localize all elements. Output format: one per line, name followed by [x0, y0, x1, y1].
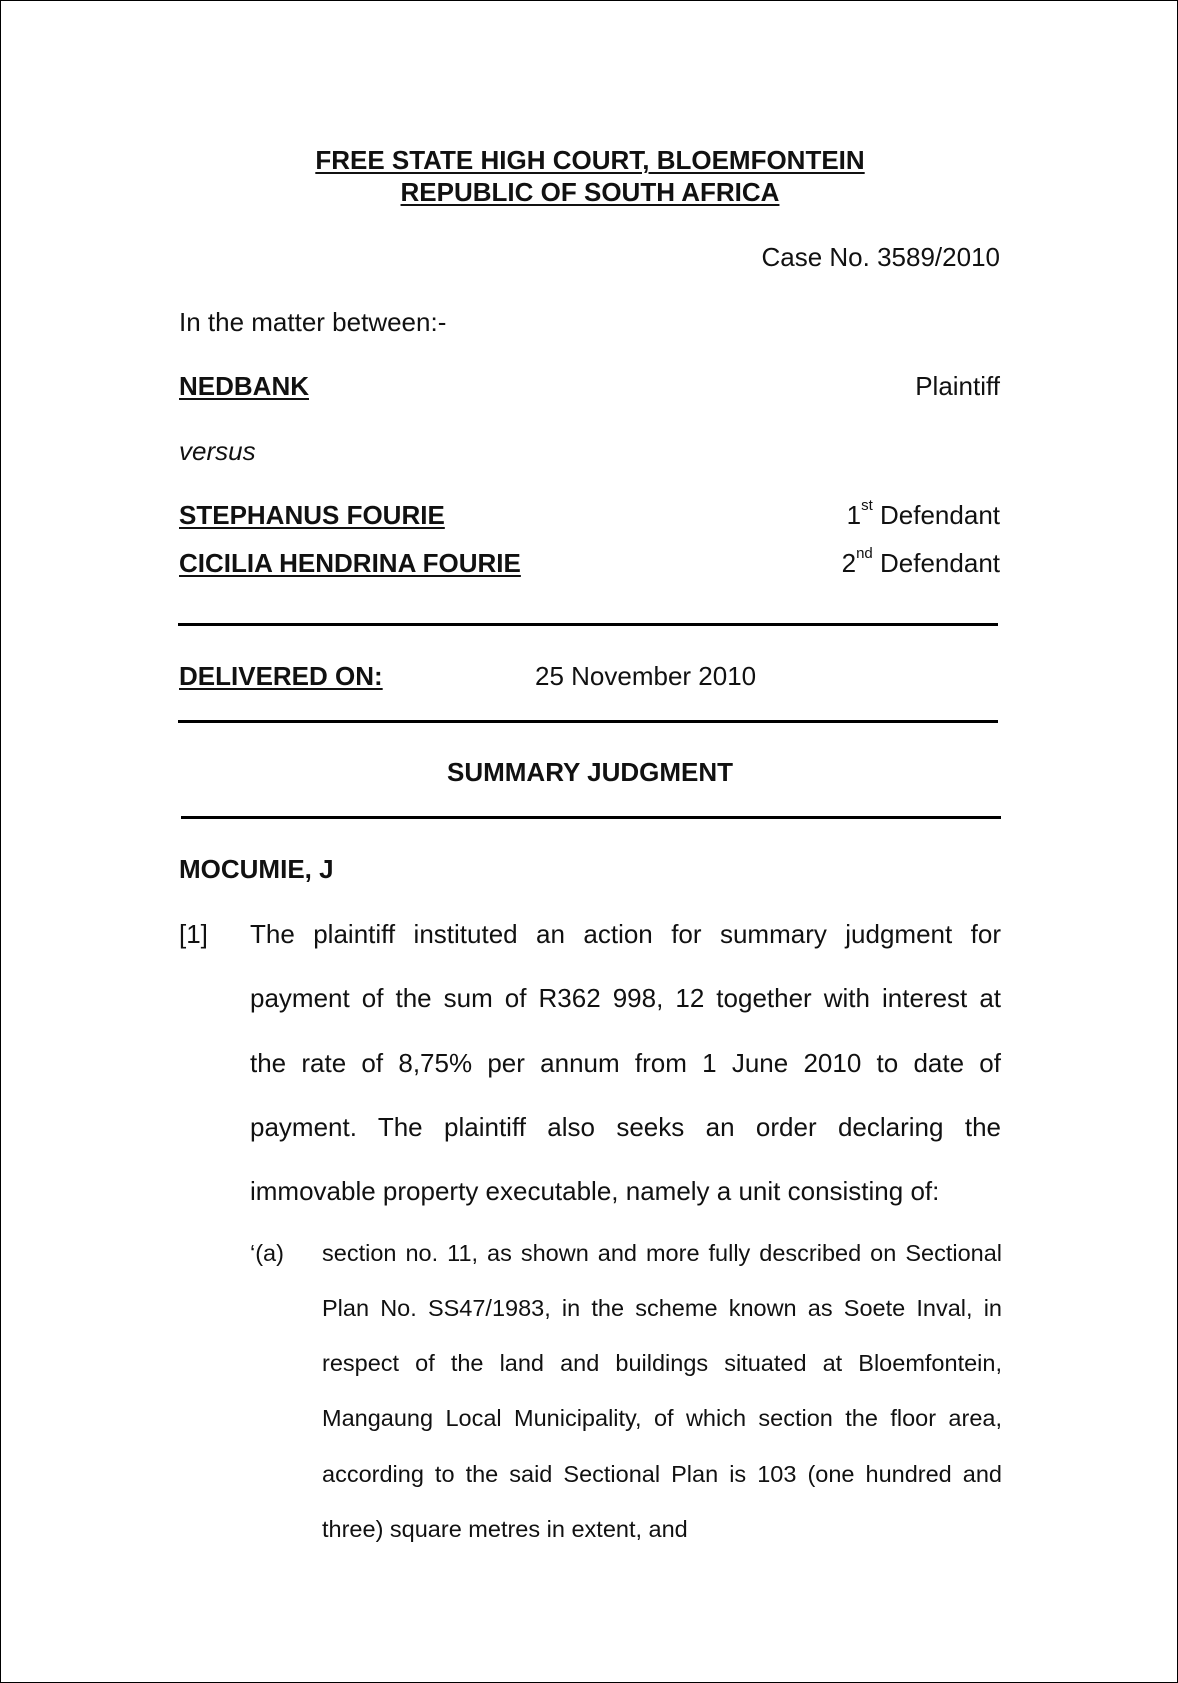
plaintiff-role: Plaintiff [915, 371, 1000, 401]
paragraph-line: payment of the sum of R362 998, 12 together with interest at [250, 983, 1001, 1013]
defendant1-role: 1st Defendant [846, 497, 1000, 530]
matter-intro: In the matter between:- [179, 307, 447, 337]
subparagraph-line: three) square metres in extent, and [322, 1516, 688, 1542]
paragraph-line: payment. The plaintiff also seeks an order declaring the [250, 1112, 1001, 1142]
court-name: FREE STATE HIGH COURT, BLOEMFONTEIN [315, 145, 865, 175]
divider-line [181, 816, 1001, 819]
divider-line [178, 623, 998, 626]
versus-label: versus [179, 436, 256, 466]
paragraph-line: the rate of 8,75% per annum from 1 June 2010 to date of [250, 1048, 1001, 1078]
delivered-label: DELIVERED ON: [179, 661, 383, 691]
case-number: Case No. 3589/2010 [761, 242, 1000, 272]
defendant1-name: STEPHANUS FOURIE [179, 500, 445, 530]
paragraph-line: immovable property executable, namely a unit consisting of: [250, 1176, 940, 1206]
delivered-date: 25 November 2010 [535, 661, 757, 691]
subparagraph-label: ‘(a) [250, 1240, 284, 1266]
subparagraph-line: section no. 11, as shown and more fully described on Sectional [322, 1240, 1002, 1266]
subparagraph-line: Plan No. SS47/1983, in the scheme known as Soete Inval, in [322, 1295, 1002, 1321]
defendant2-name: CICILIA HENDRINA FOURIE [179, 548, 521, 578]
divider-line [178, 720, 998, 723]
defendant2-role: 2nd Defendant [841, 545, 1000, 578]
subparagraph-line: according to the said Sectional Plan is 103 (one hundred and [322, 1461, 1002, 1487]
paragraph-line: The plaintiff instituted an action for summary judgment for [250, 919, 1001, 949]
judge-name: MOCUMIE, J [179, 854, 334, 884]
judgment-title: SUMMARY JUDGMENT [446, 757, 733, 787]
plaintiff-name: NEDBANK [179, 371, 309, 401]
subparagraph-line: respect of the land and buildings situated at Bloemfontein, [322, 1350, 1002, 1376]
subparagraph-line: Mangaung Local Municipality, of which section the floor area, [322, 1405, 1002, 1431]
country-name: REPUBLIC OF SOUTH AFRICA [400, 177, 780, 207]
paragraph-number: [1] [179, 919, 208, 949]
